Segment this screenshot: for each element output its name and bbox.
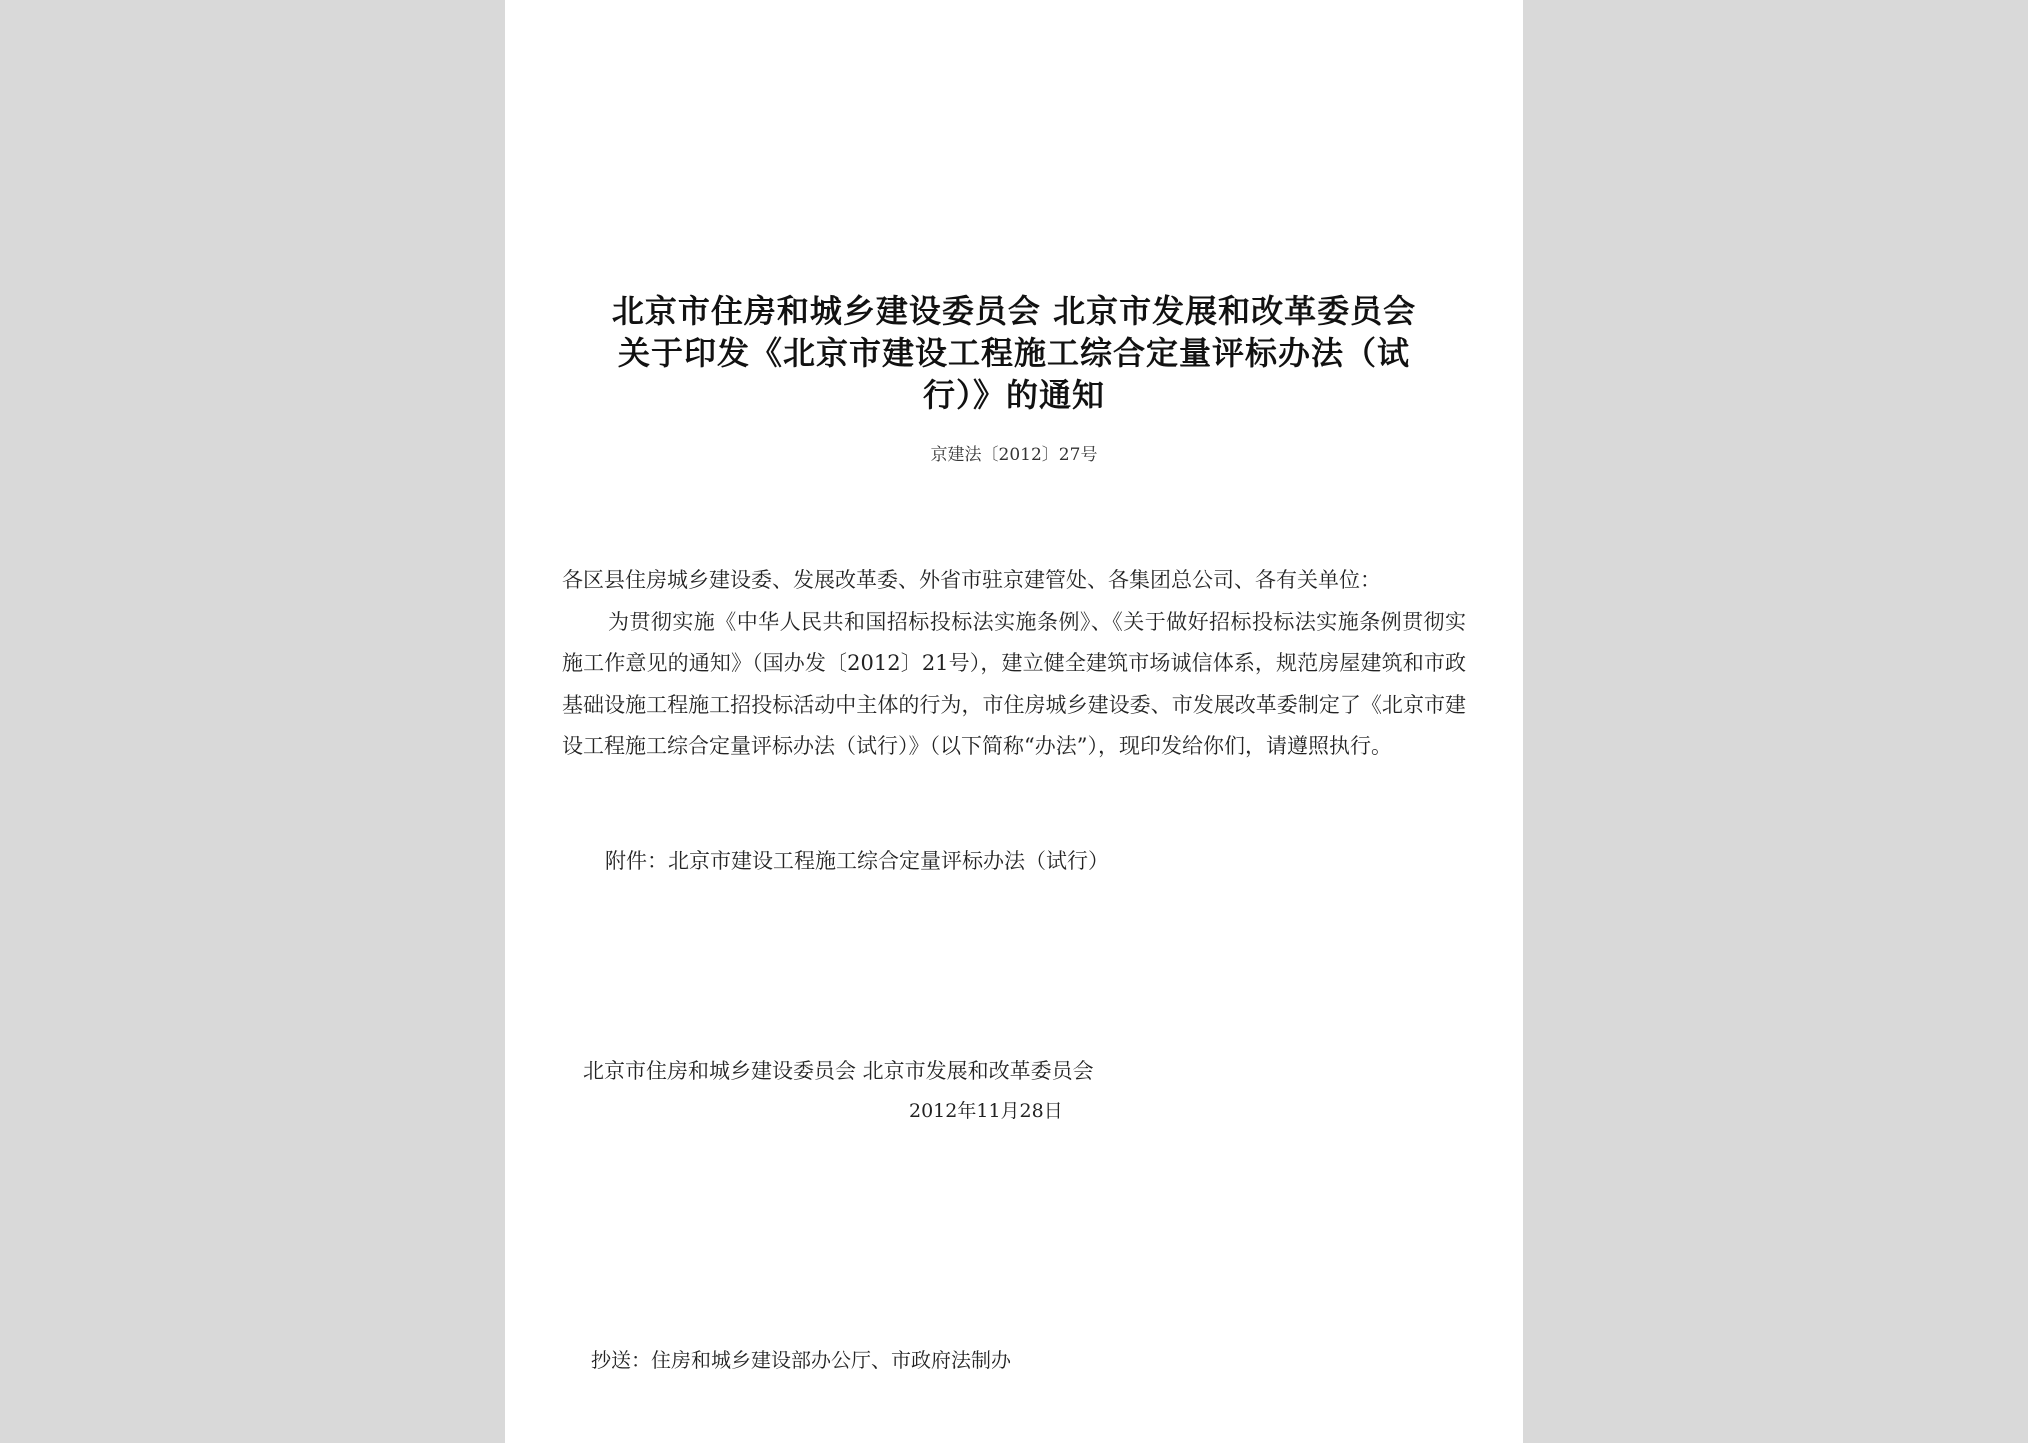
body-paragraph: 为贯彻实施《中华人民共和国招标投标法实施条例》、《关于做好招标投标法实施条例贯彻实施工作意见的通知》（国办发〔2012〕21号），建立健全建筑市场诚信体系，规范房屋建筑和市政基础设施工程施工招投标活动中主体的行为，市住房城乡建设委、市发展改革委制定了《北京市建设工程施工综合定量评标办法（试行）》（以下简称“办法”），现印发给你们，请遵照执行。 — [562, 609, 1466, 758]
cc-line: 抄送：住房和城乡建设部办公厅、市政府法制办 — [591, 1348, 1011, 1372]
document-page — [505, 0, 1523, 1443]
title-line-3: 行）》的通知 — [922, 376, 1105, 414]
title-line-1: 北京市住房和城乡建设委员会 北京市发展和改革委员会 — [611, 292, 1417, 330]
document-body — [562, 560, 1466, 768]
document-title — [555, 290, 1473, 416]
document-number: 京建法〔2012〕27号 — [930, 445, 1098, 465]
issue-date: 2012年11月28日 — [909, 1100, 1063, 1122]
title-line-2: 关于印发《北京市建设工程施工综合定量评标办法（试 — [617, 334, 1410, 372]
attachment-line: 附件：北京市建设工程施工综合定量评标办法（试行） — [605, 849, 1109, 873]
salutation: 各区县住房城乡建设委、发展改革委、外省市驻京建管处、各集团总公司、各有关单位： — [562, 568, 1381, 592]
issuer-signature: 北京市住房和城乡建设委员会 北京市发展和改革委员会 — [583, 1059, 1094, 1083]
